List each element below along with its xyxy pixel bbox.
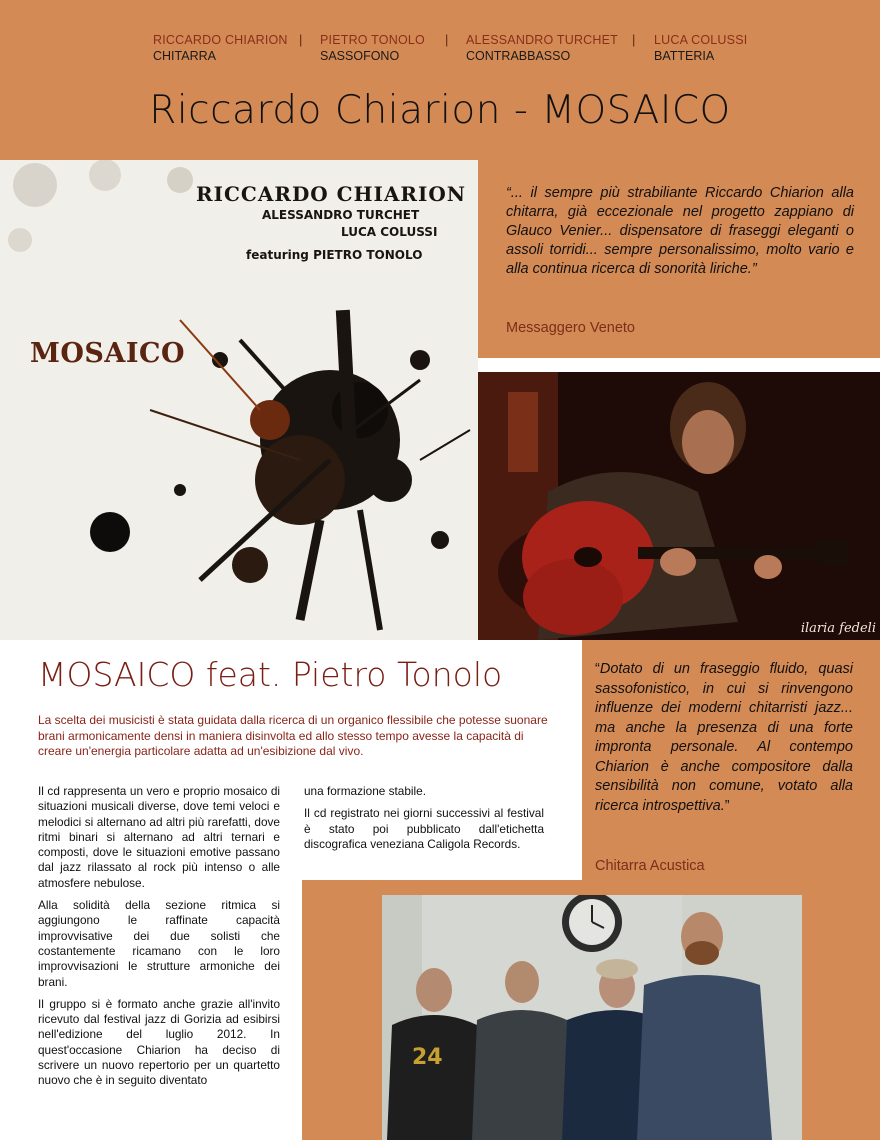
musician-role: SASSOFONO bbox=[320, 49, 400, 63]
paragraph: Alla solidità della sezione ritmica si aggiungono le raffinate capacità improvvisative dei due solisti che costantemente ricamano con le loro improvvisazioni le strutture armoniche dei brani. bbox=[38, 898, 280, 989]
musician-role: CHITARRA bbox=[153, 49, 216, 63]
album-artist: RICCARDO CHIARION bbox=[196, 182, 467, 206]
musician-turchet bbox=[466, 32, 618, 64]
quote-source: Chitarra Acustica bbox=[595, 858, 705, 874]
press-quote bbox=[595, 660, 853, 816]
musician-chiarion bbox=[153, 32, 288, 64]
photo-credit: ilaria fedeli bbox=[800, 621, 876, 636]
album-sideman: LUCA COLUSSI bbox=[341, 225, 438, 239]
album-cover-image bbox=[0, 160, 478, 640]
article-column-left bbox=[38, 784, 280, 1096]
section-intro: La scelta dei musicisti è stata guidata dalla ricerca di un organico flessibile che potesse suonare brani armonicamente densi in maniera disinvolta ed allo stesso tempo avesse la capacità di creare un'energia particolare adatta ad un'esibizione dal vivo. bbox=[38, 713, 548, 758]
paragraph: Il cd registrato nei giorni successivi al festival è stato poi pubblicato dall'etichetta discografica veneziana Caligola Records. bbox=[304, 806, 544, 851]
quote-text: “... il sempre più strabiliante Riccardo Chiarion alla chitarra, già eccezionale nel progetto zappiano di Glauco Venier... dispensatore di fraseggi eleganti o assoli torridi... sempre personalissimo, molto vario e alla continua ricerca di sonorità liriche.” bbox=[506, 185, 854, 277]
page-title: Riccardo Chiarion - MOSAICO bbox=[149, 88, 731, 133]
quote-text: Dotato di un fraseggio fluido, quasi sassofonistico, in cui si rinvengono influenze dei moderni chitarristi jazz... ma anche la presenza di una forte impronta personale. Al contempo Chiarion è anche compositore dalla sensibilità non comune, votato alla ricerca introspettiva. bbox=[595, 661, 853, 814]
musician-name: PIETRO TONOLO bbox=[320, 33, 425, 47]
musician-role: BATTERIA bbox=[654, 49, 715, 63]
quote-source: Messaggero Veneto bbox=[506, 320, 635, 336]
musician-name: RICCARDO CHIARION bbox=[153, 33, 288, 47]
band-photo-art bbox=[382, 895, 802, 1140]
album-featuring: featuring PIETRO TONOLO bbox=[246, 248, 423, 262]
header-separator: | bbox=[299, 32, 303, 47]
article-column-right bbox=[304, 784, 544, 859]
paragraph: una formazione stabile. bbox=[304, 784, 426, 798]
concert-photo bbox=[478, 372, 880, 640]
paragraph: Il gruppo si è formato anche grazie all'invito ricevuto dal festival jazz di Gorizia ad esibirsi nell'edizione del luglio 2012. In quest'occasione Chiarion ha deciso di scrivere un nuovo repertorio per un quartetto nuovo che è in seguito diventato bbox=[38, 996, 280, 1088]
guitarist-photo-art bbox=[478, 372, 880, 640]
musician-name: LUCA COLUSSI bbox=[654, 33, 748, 47]
musician-role: CONTRABBASSO bbox=[466, 49, 571, 63]
white-strip bbox=[478, 358, 880, 372]
band-photo bbox=[382, 895, 802, 1140]
quote-close-mark: ” bbox=[724, 797, 730, 814]
album-sideman: ALESSANDRO TURCHET bbox=[262, 208, 420, 222]
quote-open-mark: “ bbox=[595, 661, 600, 677]
musician-name: ALESSANDRO TURCHET bbox=[466, 33, 619, 47]
section-title: MOSAICO feat. Pietro Tonolo bbox=[38, 655, 503, 694]
header-separator: | bbox=[632, 32, 636, 47]
musician-colussi bbox=[654, 32, 747, 64]
album-title: MOSAICO bbox=[30, 338, 185, 369]
press-quote bbox=[506, 184, 854, 279]
paragraph: Il cd rappresenta un vero e proprio mosaico di situazioni musicali diverse, dove temi veloci e melodici si alternano ad altri più rarefatti, dove ritmi binari si alternano ad altri ternari e composti, dove le situazioni emotive passano dal jazz rilassato al rock più intenso o alle atmosfere nebulose. bbox=[38, 784, 280, 890]
header-separator: | bbox=[445, 32, 449, 47]
musician-tonolo bbox=[320, 32, 425, 64]
shirt-text: 24 bbox=[412, 1045, 443, 1070]
